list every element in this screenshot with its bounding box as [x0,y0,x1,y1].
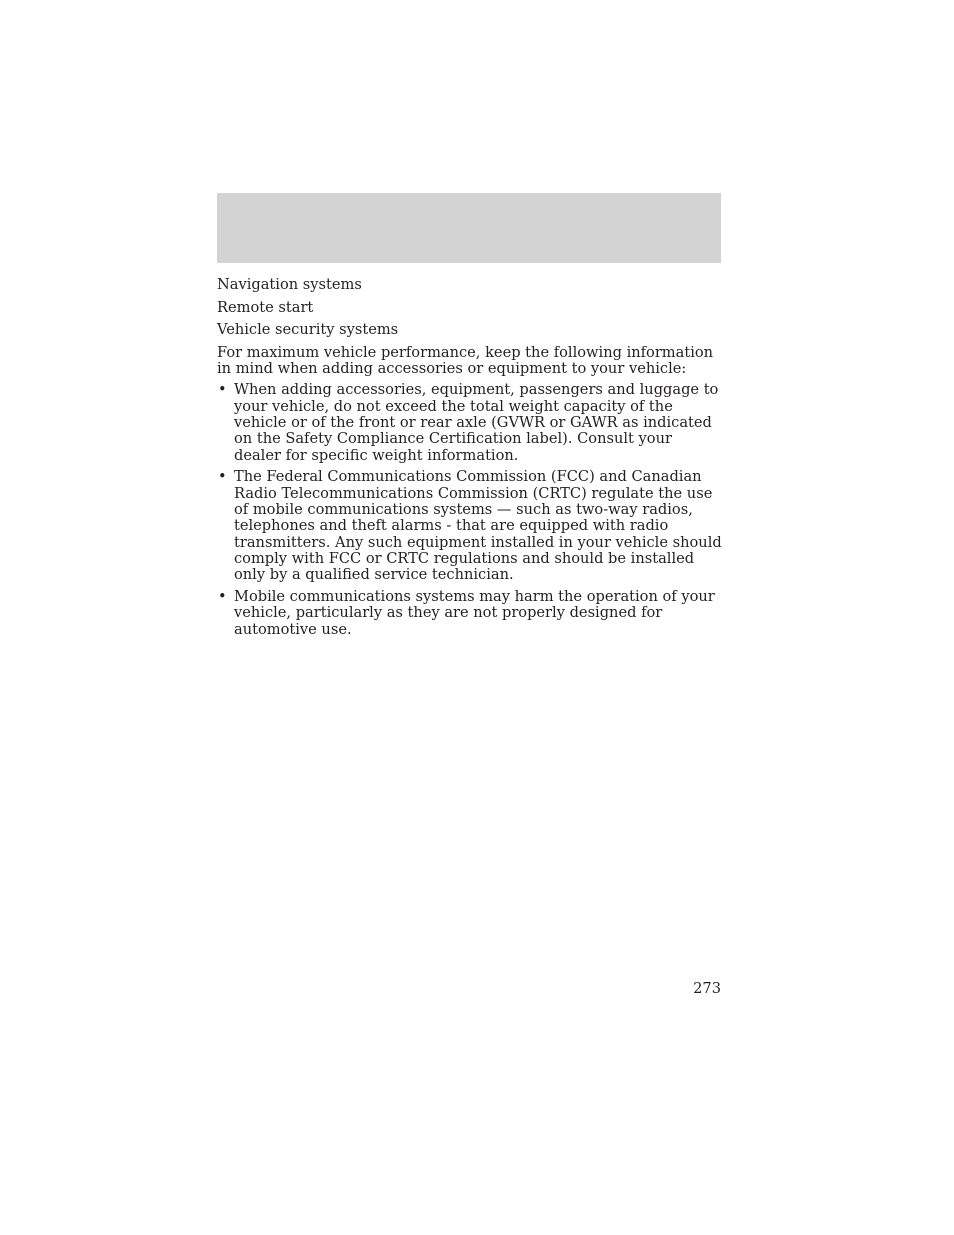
bullet-text: The Federal Communications Commission (FCC) and Canadian Radio Telecommunications Commission (CRTC) regulate the use of mobile communications systems — such as two-way radios, telephones and theft alarms - that are equipped with radio transmitters. Any such equipment installed in your vehicle should comply with FCC or CRTC regulations and should be installed only by a qualified service technician. [234,468,722,584]
page-body [217,277,723,644]
intro-paragraph: For maximum vehicle performance, keep the following information in mind when adding accessories or equipment to your vehicle: [217,343,714,378]
list-item-security: Vehicle security systems [217,321,399,339]
bullet-item-fcc [217,469,723,583]
bullet-item-mobile [217,589,723,638]
list-item-remote-start: Remote start [217,298,314,316]
bullet-icon: • [218,588,227,606]
page-number: 273 [693,980,721,997]
bullet-text: Mobile communications systems may harm the operation of your vehicle, particularly as they are not properly designed for automotive use. [234,588,715,638]
bullet-icon: • [218,381,227,399]
list-item-navigation: Navigation systems [217,276,362,293]
bullet-icon: • [218,468,227,486]
bullet-text: When adding accessories, equipment, passengers and luggage to your vehicle, do not exceed the total weight capacity of the vehicle or of the front or rear axle (GVWR or GAWR as indicated on the Safety Compliance Certification label). Consult your dealer for specific weight information. [234,381,719,464]
section-header-band [217,193,721,263]
bullet-item-weight [217,382,723,463]
bullet-list [217,382,723,638]
